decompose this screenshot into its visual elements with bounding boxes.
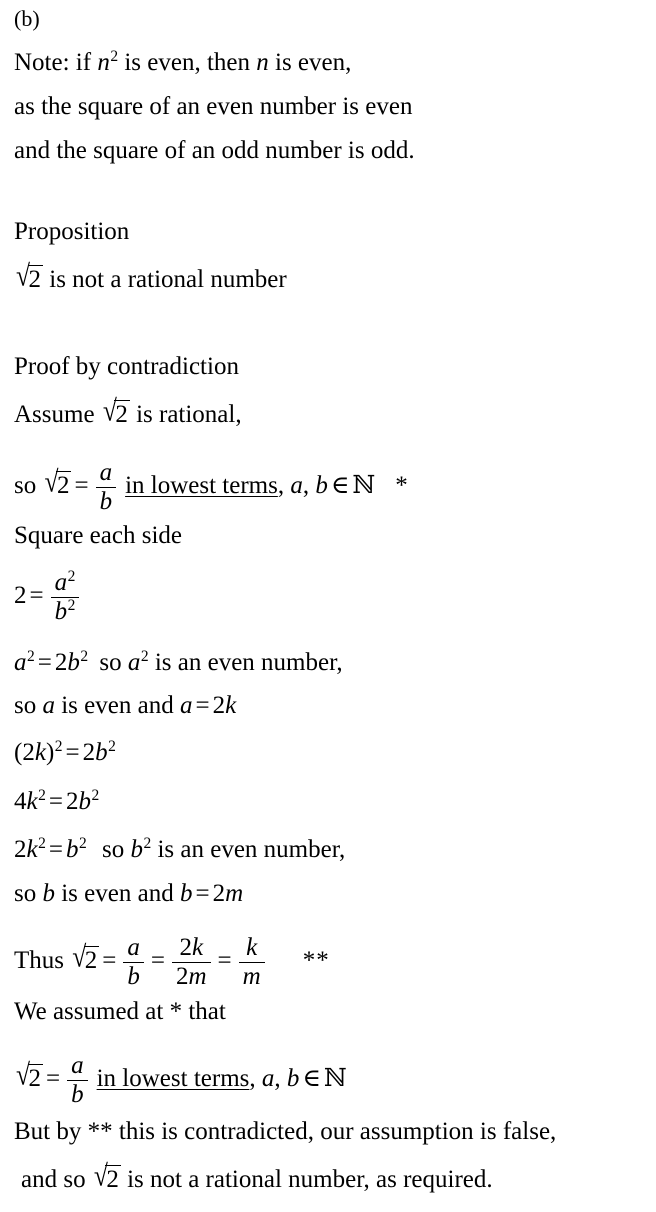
coefficient-four: 4 <box>14 788 27 815</box>
fraction-numerator: a <box>99 459 113 486</box>
variable-b: b <box>286 1065 300 1093</box>
fraction-numerator: a <box>71 1052 84 1079</box>
variable-k: k <box>225 692 237 719</box>
so-connector: so <box>93 649 128 676</box>
so-prefix: so <box>14 472 43 500</box>
coefficient-two: 2 <box>14 836 27 863</box>
so-connector: so <box>95 836 131 863</box>
fraction-denominator: b <box>71 1081 84 1108</box>
proof-assume-line <box>14 393 242 428</box>
sqrt-two <box>70 939 99 975</box>
variable-b: b <box>315 472 328 500</box>
exponent-two: 2 <box>27 647 35 665</box>
note-variable-n-2: n <box>256 49 269 76</box>
sqrt-two <box>14 258 43 293</box>
variable-b: b <box>42 880 55 907</box>
exponent-two: 2 <box>80 647 89 665</box>
variable-b: b <box>54 598 68 625</box>
radical-sign: √ <box>16 258 30 293</box>
conclusion-suffix: is not a rational number, as required. <box>120 1166 493 1193</box>
equals-sign: = <box>217 947 232 975</box>
variable-k: k <box>34 739 46 766</box>
note-line-1-suffix: is even, <box>268 49 352 76</box>
radicand-value: 2 <box>84 947 98 975</box>
is-even-and-text: is even and <box>54 880 180 907</box>
proposition-heading: Proposition <box>14 218 130 245</box>
variable-k: k <box>26 788 38 815</box>
variable-m: m <box>225 880 244 907</box>
so-prefix: so <box>14 692 43 719</box>
comma-separator-2: , <box>274 1065 287 1093</box>
element-of-sign: ∈ <box>330 472 350 500</box>
note-exponent: 2 <box>110 47 119 65</box>
assume-suffix: is rational, <box>129 401 242 428</box>
we-assumed-line: We assumed at * that <box>14 998 226 1025</box>
radicand-value: 2 <box>56 472 70 500</box>
lowest-terms-underlined: in lowest terms <box>96 1065 250 1093</box>
equation-2k-squared <box>14 737 116 766</box>
fraction-numerator <box>172 935 211 961</box>
comma-separator-2: , <box>302 472 316 500</box>
assume-prefix: Assume <box>14 401 101 428</box>
variable-b: b <box>179 880 193 907</box>
coefficient-two: 2 <box>22 739 35 766</box>
statement-a-is-even <box>14 693 236 718</box>
equation-thus-chain <box>14 935 330 990</box>
exponent-two: 2 <box>54 737 63 755</box>
fraction-asq-over-bsq <box>51 567 80 625</box>
exponent-two: 2 <box>67 567 76 585</box>
comma-separator: , <box>249 1065 262 1093</box>
fraction-numerator: a <box>127 934 140 961</box>
restated-lowest-terms-line <box>14 1053 347 1108</box>
exponent-two: 2 <box>108 737 116 755</box>
is-even-and-text: is even and <box>54 692 180 719</box>
radical-sign: √ <box>72 939 87 974</box>
note-line-3: and the square of an odd number is odd. <box>14 137 415 164</box>
fraction-numerator: k <box>246 934 258 961</box>
equals-sign: = <box>74 472 89 500</box>
radical-sign: √ <box>93 1158 108 1193</box>
variable-k: k <box>26 836 38 863</box>
coefficient-two: 2 <box>54 649 68 676</box>
exponent-two: 2 <box>78 834 87 852</box>
fraction-k-over-m <box>239 935 265 990</box>
equation-2ksq-equals-bsq <box>14 834 346 863</box>
radical-sign: √ <box>44 464 59 499</box>
paren-open: ( <box>14 739 23 766</box>
variable-a: a <box>290 472 303 500</box>
radicand-value: 2 <box>28 266 41 293</box>
sqrt-two <box>92 1158 121 1193</box>
variable-m: m <box>188 963 207 990</box>
fraction-denominator <box>172 964 211 990</box>
fraction-denominator: b <box>127 963 140 990</box>
sqrt-two <box>42 464 71 500</box>
note-line-2: as the square of an even number is even <box>14 93 413 120</box>
fraction-denominator <box>51 596 80 625</box>
radicand-value: 2 <box>106 1166 119 1193</box>
proof-heading: Proof by contradiction <box>14 353 239 380</box>
variable-a: a <box>54 569 68 596</box>
coefficient-two: 2 <box>179 934 192 961</box>
fraction-denominator: b <box>99 488 113 515</box>
naturals-symbol: ℕ <box>323 1065 347 1093</box>
number-two: 2 <box>14 582 27 610</box>
equals-sign: = <box>150 947 165 975</box>
equals-sign: = <box>102 947 117 975</box>
equals-sign: = <box>37 649 52 676</box>
equation-asq-equals-2bsq <box>14 647 343 676</box>
radicand-value: 2 <box>28 1065 41 1093</box>
thus-prefix: Thus <box>14 947 71 975</box>
comma-separator: , <box>277 472 291 500</box>
note-variable-n: n <box>97 49 110 76</box>
note-line-1-prefix: Note: if <box>14 49 98 76</box>
lowest-terms-underlined: in lowest terms <box>125 472 278 500</box>
variable-a: a <box>261 1065 275 1093</box>
equals-sign: = <box>46 1065 61 1093</box>
variable-b: b <box>130 836 143 863</box>
radical-sign: √ <box>16 1057 30 1092</box>
so-prefix: so <box>14 880 43 907</box>
statement-b-is-even <box>14 881 243 906</box>
fraction-a-over-b <box>67 1053 88 1108</box>
fraction-a-over-b <box>96 460 117 515</box>
exponent-two: 2 <box>67 596 76 614</box>
proposition-statement-text: is not a rational number <box>43 266 287 293</box>
part-label: (b) <box>14 6 40 31</box>
contradiction-line: But by ** this is contradicted, our assumption is false, <box>14 1118 557 1145</box>
radical-sign: √ <box>102 393 117 428</box>
variable-a: a <box>127 649 141 676</box>
equals-sign: = <box>29 582 44 610</box>
exponent-two: 2 <box>38 834 46 852</box>
equals-sign: = <box>48 836 63 863</box>
conclusion-line <box>21 1158 493 1193</box>
exponent-two: 2 <box>91 786 100 804</box>
equals-sign: = <box>195 880 210 907</box>
note-line-1 <box>14 47 352 76</box>
variable-b: b <box>65 836 79 863</box>
proposition-statement <box>14 258 287 293</box>
paren-close: ) <box>45 739 55 766</box>
variable-b: b <box>95 739 108 766</box>
fraction-numerator <box>51 567 80 596</box>
radicand-value: 2 <box>115 401 128 428</box>
equals-sign: = <box>65 739 80 766</box>
equals-sign: = <box>195 692 210 719</box>
sqrt-two <box>14 1057 43 1093</box>
variable-a: a <box>42 692 55 719</box>
exponent-two: 2 <box>143 834 152 852</box>
coefficient-two: 2 <box>212 692 226 719</box>
even-number-text: is an even number, <box>151 836 346 863</box>
exponent-two: 2 <box>140 647 149 665</box>
proof-lowest-terms-line <box>14 460 409 515</box>
fraction-denominator: m <box>242 963 261 990</box>
square-each-side-heading: Square each side <box>14 522 182 549</box>
even-number-text: is an even number, <box>148 649 343 676</box>
variable-b: b <box>78 788 91 815</box>
variable-a: a <box>179 692 193 719</box>
variable-k: k <box>191 934 204 961</box>
star-marker: * <box>395 472 409 500</box>
double-star-marker: ** <box>302 947 330 975</box>
sqrt-two <box>101 393 130 428</box>
variable-a: a <box>14 649 27 676</box>
element-of-sign: ∈ <box>302 1065 321 1093</box>
fraction-2k-over-2m <box>172 935 211 990</box>
naturals-symbol: ℕ <box>352 472 376 500</box>
note-line-1-middle: is even, then <box>118 49 257 76</box>
variable-b: b <box>67 649 80 676</box>
fraction-a-over-b <box>123 935 144 990</box>
exponent-two: 2 <box>38 786 46 804</box>
equation-4ksq-equals-2bsq <box>14 786 100 815</box>
conclusion-prefix: and so <box>21 1166 92 1193</box>
coefficient-two: 2 <box>65 788 79 815</box>
coefficient-two: 2 <box>212 880 226 907</box>
coefficient-two: 2 <box>82 739 96 766</box>
coefficient-two: 2 <box>175 963 189 990</box>
equals-sign: = <box>48 788 63 815</box>
equation-two-equals-asq-over-bsq <box>14 567 83 625</box>
